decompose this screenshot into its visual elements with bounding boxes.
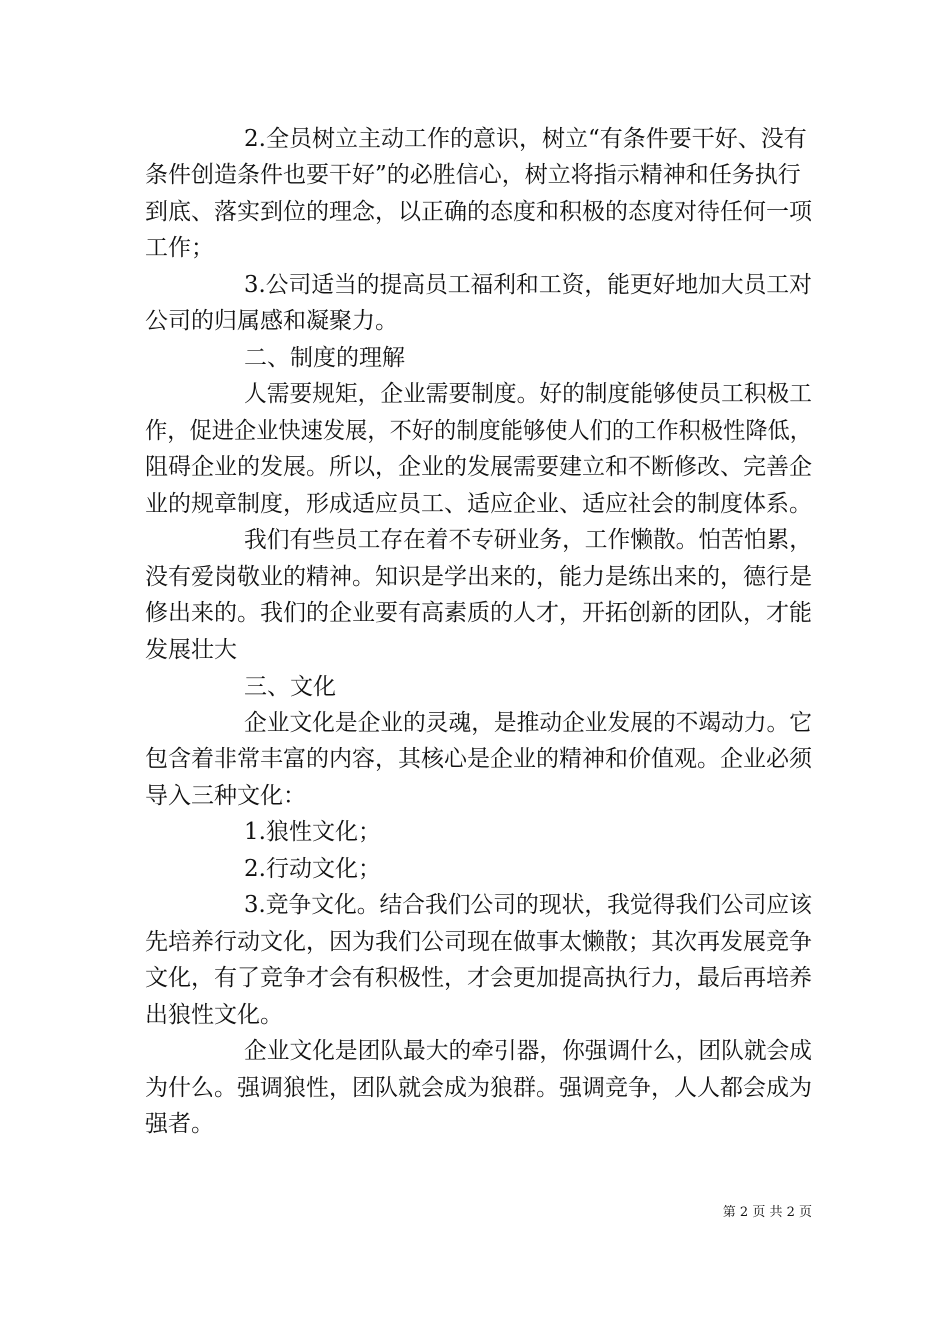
paragraph-line: 先培养行动文化，因为我们公司现在做事太懒散；其次再发展竞争 — [145, 929, 812, 955]
paragraph-line: 导入三种文化： — [145, 783, 306, 809]
paragraph-line: 修出来的。我们的企业要有高素质的人才，开拓创新的团队，才能 — [145, 600, 812, 626]
paragraph-line: 出狼性文化。 — [145, 1002, 283, 1028]
list-item: 2.行动文化； — [244, 856, 381, 882]
section-heading: 三、文化 — [244, 674, 336, 700]
paragraph-line: 我们有些员工存在着不专研业务，工作懒散。怕苦怕累， — [244, 527, 812, 553]
paragraph-line: 人需要规矩，企业需要制度。好的制度能够使员工积极工 — [244, 381, 812, 407]
paragraph-line: 阻碍企业的发展。所以，企业的发展需要建立和不断修改、完善企 — [145, 454, 812, 480]
paragraph-line: 没有爱岗敬业的精神。知识是学出来的，能力是练出来的，德行是 — [145, 564, 812, 590]
paragraph-line: 作，促进企业快速发展，不好的制度能够使人们的工作积极性降低， — [145, 418, 813, 444]
paragraph-line: 文化，有了竞争才会有积极性，才会更加提高执行力，最后再培养 — [145, 965, 812, 991]
paragraph-line: 公司的归属感和凝聚力。 — [145, 308, 398, 334]
paragraph-line: 企业文化是团队最大的牵引器，你强调什么，团队就会成 — [244, 1038, 812, 1064]
paragraph-line: 企业文化是企业的灵魂，是推动企业发展的不竭动力。它 — [244, 710, 812, 736]
page-number-footer: 第 2 页 共 2 页 — [722, 1205, 812, 1220]
list-item: 3.竞争文化。结合我们公司的现状，我觉得我们公司应该 — [244, 892, 812, 918]
paragraph-line: 条件创造条件也要干好”的必胜信心，树立将指示精神和任务执行 — [145, 162, 801, 188]
paragraph-line: 强者。 — [145, 1111, 214, 1137]
paragraph-line: 包含着非常丰富的内容，其核心是企业的精神和价值观。企业必须 — [145, 746, 812, 772]
paragraph-line: 为什么。强调狼性，团队就会成为狼群。强调竞争，人人都会成为 — [145, 1075, 812, 1101]
paragraph-line: 到底、落实到位的理念，以正确的态度和积极的态度对待任何一项 — [145, 199, 812, 225]
section-heading: 二、制度的理解 — [244, 345, 405, 371]
paragraph-line: 工作； — [145, 235, 214, 261]
paragraph-line: 3.公司适当的提高员工福利和工资，能更好地加大员工对 — [244, 272, 812, 298]
paragraph-line: 2.全员树立主动工作的意识，树立“有条件要干好、没有 — [244, 126, 807, 152]
list-item: 1.狼性文化； — [244, 819, 381, 845]
paragraph-line: 发展壮大 — [145, 637, 237, 663]
paragraph-line: 业的规章制度，形成适应员工、适应企业、适应社会的制度体系。 — [145, 491, 812, 517]
